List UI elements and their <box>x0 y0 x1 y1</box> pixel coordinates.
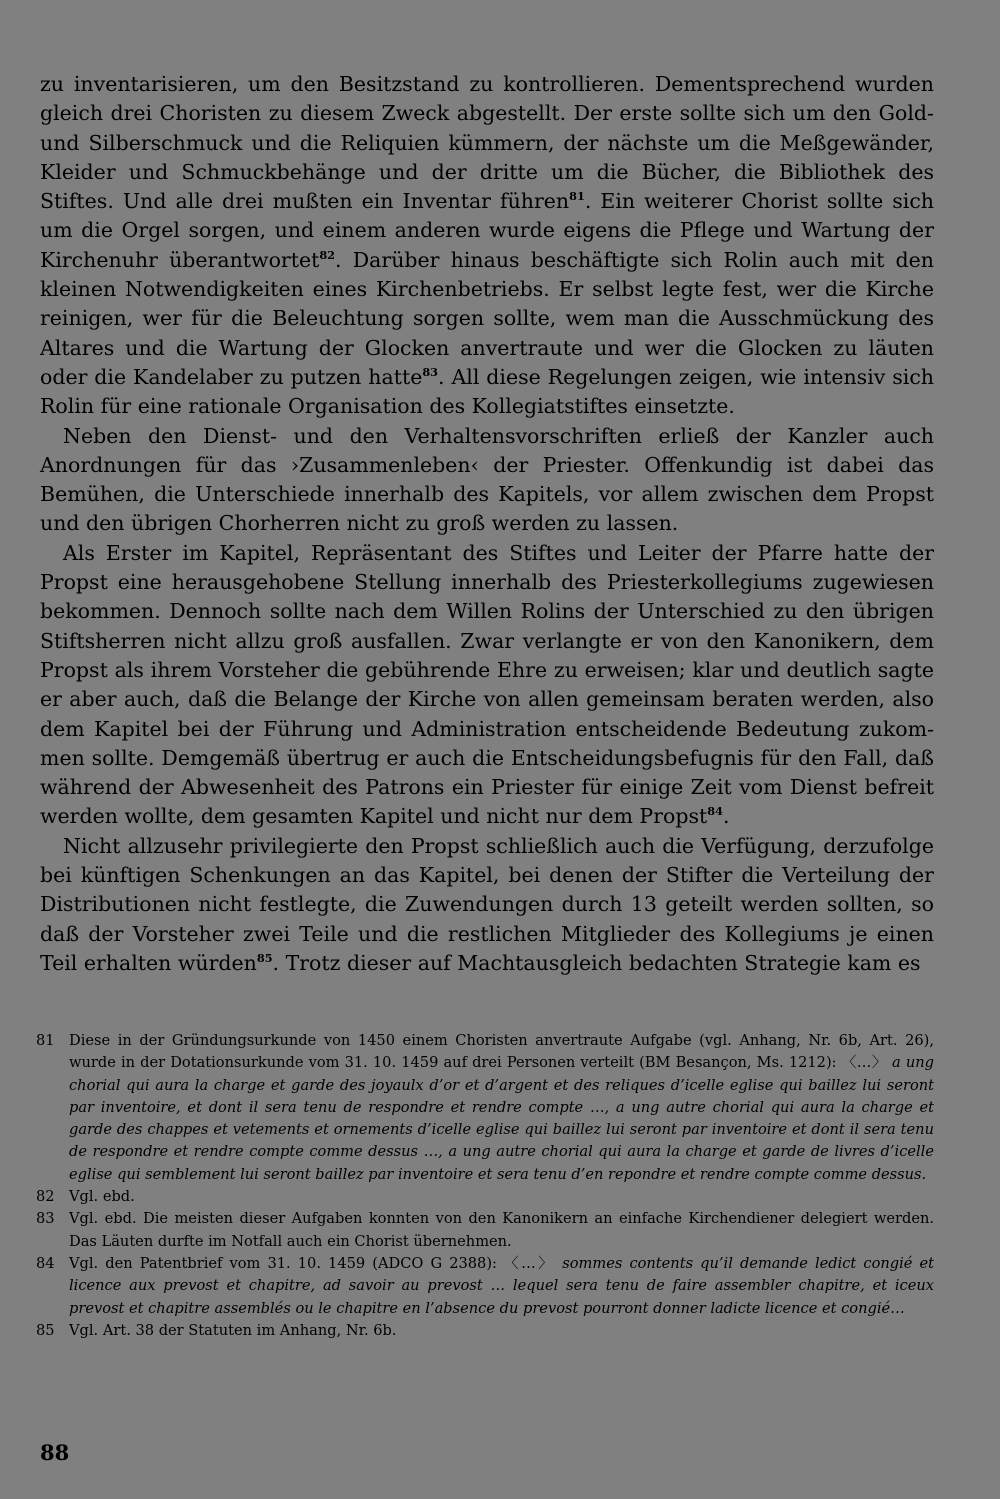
footnote <box>36 1208 934 1253</box>
footnote-text <box>69 1253 934 1320</box>
text-run: . Darüber hinaus beschäftigte sich Rolin auch mit den kleinen Notwendigkeiten eines Kirchenbetriebs. Er selbst legte fest, wer die Kirche reinigen, wer für die Beleuchtung sorgen sollte, wem man die Ausschmückung des Altares und die Wartung der Glocken anvertraute und wer die Glocken zu läuten oder die Kandelaber zu putzen hatte <box>40 247 934 389</box>
footnotes <box>36 1030 934 1342</box>
paragraph <box>40 70 934 422</box>
footnote-text <box>69 1320 934 1342</box>
text-run: Vgl. ebd. Die meisten dieser Aufgaben konnten von den Kanonikern an einfache Kirchendiener delegiert werden. Das Läuten durfte im Notfall auch ein Chorist übernehmen. <box>69 1210 934 1250</box>
footnote-text <box>69 1030 934 1186</box>
footnote-ref[interactable]: 84 <box>707 804 723 819</box>
footnote-text <box>69 1186 934 1208</box>
text-run: Vgl. ebd. <box>69 1188 135 1206</box>
footnote-text <box>69 1208 934 1253</box>
text-run: . Trotz dieser auf Machtausgleich bedachten Strategie kam es <box>272 950 921 975</box>
footnote <box>36 1186 934 1208</box>
footnote <box>36 1320 934 1342</box>
text-run: . <box>722 804 730 829</box>
footnote-number: 82 <box>36 1188 55 1206</box>
footnote-number: 83 <box>36 1210 55 1228</box>
paragraph <box>40 832 934 978</box>
footnote-number: 84 <box>36 1254 55 1272</box>
footnote-ref[interactable]: 82 <box>319 247 336 262</box>
paragraph <box>40 539 934 832</box>
main-text <box>40 70 934 978</box>
quoted-source-text: sommes contents qu’il demande ledict congié et licence aux prevost et chapitre, ad savoir au prevost … lequel sera tenu de faire assembler chapitre, et iceux prevost et chapitre assemblés ou le chapitre en l’absence du prevost pourront donner ladicte licence et congié… <box>69 1254 934 1317</box>
footnote <box>36 1030 934 1186</box>
footnote-number: 81 <box>36 1032 55 1049</box>
page-number: 88 <box>40 1440 70 1465</box>
text-run: Neben den Dienst- und den Verhaltensvorschriften erließ der Kanzler auch Anordnungen für das ›Zusammenleben‹ der Priester. Offenkundig ist dabei das Bemühen, die Unterschiede innerhalb des Kapitels, vor allem zwischen dem Propst und den übrigen Chorherren nicht zu groß werden zu lassen. <box>40 423 934 536</box>
text-run: Nicht allzusehr privilegierte den Propst schließlich auch die Verfügung, derzufolge bei künftigen Schenkungen an das Kapitel, bei denen der Stifter die Verteilung der Distributionen nicht festlegte, die Zuwendungen durch 13 geteilt werden sollten, so daß der Vorsteher zwei Teile und die restlichen Mitglieder des Kollegiums je einen Teil erhalten würden <box>40 833 934 975</box>
text-run: . Ein weiterer Chorist sollte sich um die Orgel sorgen, und einem anderen wurde eigens die Pflege und Wartung der Kirchenuhr überantwortet <box>40 189 935 272</box>
footnote-ref[interactable]: 81 <box>569 189 585 204</box>
text-run: . All diese Regelungen zeigen, wie intensiv sich Rolin für eine rationale Organisation des Kollegiatstiftes einsetzte. <box>40 364 935 419</box>
paragraph <box>40 422 934 539</box>
text-run: Vgl. den Patentbrief vom 31. 10. 1459 (ADCO G 2388): 〈…〉 <box>69 1254 563 1272</box>
text-run: Als Erster im Kapitel, Repräsentant des Stiftes und Leiter der Pfarre hatte der Propst eine herausgehobene Stellung innerhalb des Priesterkollegiums zugewiesen bekommen. Dennoch sollte nach dem Willen Rolins der Unterschied zu den übrigen Stiftsherren nicht allzu groß ausfallen. Zwar verlangte er von den Kanonikern, dem Propst als ihrem Vorsteher die gebührende Ehre zu erweisen; klar und deutlich sagte er aber auch, daß die Belange der Kirche von allen gemeinsam beraten werden, also dem Kapitel bei der Führung und Administration entscheidende Bedeutung zukommen sollte. Demgemäß übertrug er auch die Entscheidungsbefugnis für den Fall, daß während der Abwesenheit des Patrons ein Priester für einige Zeit vom Dienst befreit werden wollte, dem gesamten Kapitel und nicht nur dem Propst <box>40 540 934 829</box>
footnote-ref[interactable]: 85 <box>256 951 273 966</box>
footnote-ref[interactable]: 83 <box>422 365 439 380</box>
text-run: Vgl. Art. 38 der Statuten im Anhang, Nr. 6b. <box>69 1321 397 1339</box>
footnote <box>36 1253 934 1320</box>
footnote-number: 85 <box>36 1321 55 1339</box>
text-run: Diese in der Gründungsurkunde von 1450 einem Choristen anvertraute Aufgabe (vgl. Anhang, Nr. 6b, Art. 26), wurde in der Dotationsurkunde vom 31. 10. 1459 auf drei Personen verteilt (BM Besançon, Ms. 1212): 〈…〉 <box>69 1032 934 1072</box>
text-run: zu inventarisieren, um den Besitzstand zu kontrollieren. Dementsprechend wurden gleich drei Choristen zu diesem Zweck abgestellt. Der erste sollte sich um den Gold- und Silberschmuck und die Reliquien kümmern, der nächste um die Meßgewänder, Kleider und Schmuckbehänge und der dritte um die Bücher, die Bibliothek des Stiftes. Und alle drei mußten ein Inventar führen <box>40 72 934 214</box>
quoted-source-text: a ung chorial qui aura la charge et garde des joyaulx d’or et d’argent et des reliques d’icelle eglise qui baillez lui seront par inventoire, et dont il sera tenu de respondre et rendre compte …, a ung autre chorial qui aura la charge et garde des chappes et vetements et ornements d’icelle eglise qui baillez lui seront par inventoire et dont il sera tenu de respondre et rendre compte comme dessus …, a ung autre chorial qui aura la charge et garde de livres d’icelle eglise qui semblement lui seront baillez par inventoire et sera tenu d’en repondre et rendre compte comme dessus. <box>69 1054 934 1183</box>
